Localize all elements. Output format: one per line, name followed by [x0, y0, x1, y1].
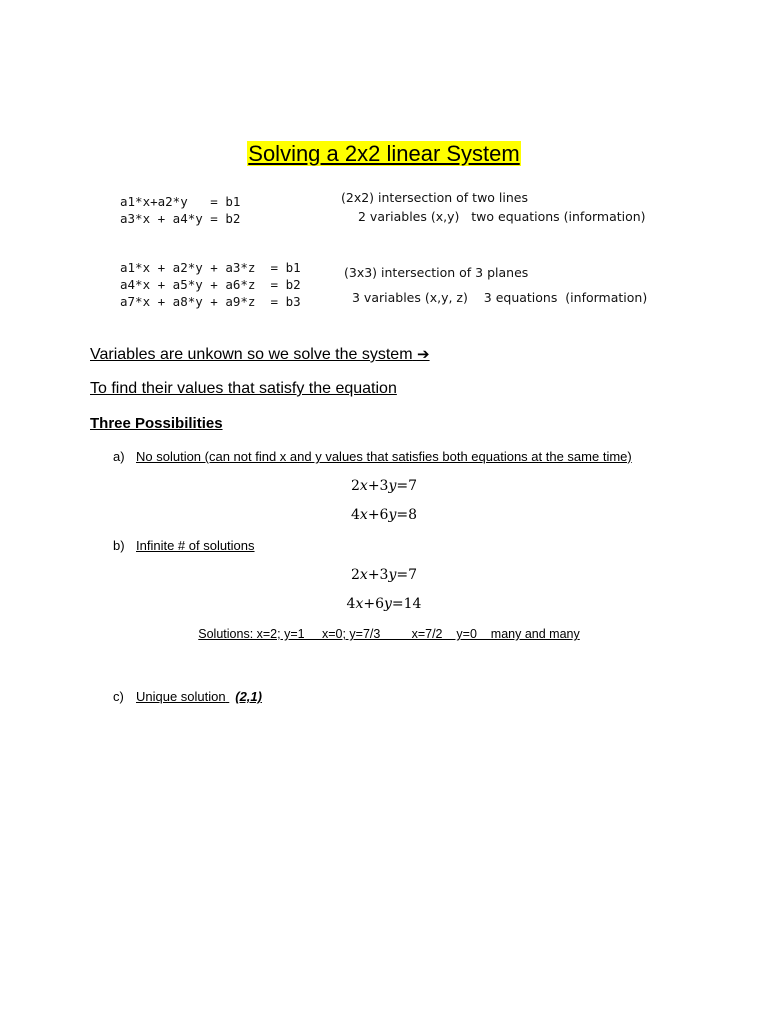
variable: x: [359, 567, 368, 583]
equation-line: a4*x + a5*y + a6*z = b2: [120, 277, 301, 292]
heading-text: Three Possibilities: [90, 415, 223, 432]
possibilities-heading: [90, 415, 223, 432]
operator-term: +6: [367, 507, 389, 523]
system-3x3-equations: [120, 259, 301, 310]
equation-line: a1*x + a2*y + a3*z = b1: [120, 260, 301, 275]
variable: x: [359, 507, 368, 523]
coefficient: 2: [350, 567, 360, 583]
right-hand-side: =7: [396, 478, 418, 494]
page-title-text: Solving a 2x2 linear System: [248, 141, 520, 166]
coefficient: 2: [350, 478, 360, 494]
equation-line: a1*x+a2*y = b1: [120, 194, 241, 209]
right-hand-side: =14: [391, 596, 422, 612]
variable: y: [388, 478, 397, 494]
operator-term: +3: [367, 478, 389, 494]
case-c-value: (2,1): [235, 689, 262, 704]
variable: x: [359, 478, 368, 494]
statement-text: To find their values that satisfy the equation: [90, 380, 397, 397]
right-hand-side: =8: [396, 507, 418, 523]
case-c-text: [136, 689, 262, 704]
description-line: 2 variables (x,y) two equations (information): [358, 209, 646, 224]
equation-line: a3*x + a4*y = b2: [120, 211, 241, 226]
coefficient: 4: [346, 596, 356, 612]
case-b-solutions: Solutions: x=2; y=1 x=0; y=7/3 x=7/2 y=0 many and many: [198, 627, 580, 641]
variable: y: [388, 567, 397, 583]
variable: y: [384, 596, 392, 612]
description-line: 3 variables (x,y, z) 3 equations (information): [352, 290, 648, 305]
system-2x2-description: [341, 188, 646, 226]
description-line: (2x2) intersection of two lines: [341, 190, 528, 205]
statement-solve-system: [90, 345, 430, 364]
operator-term: +3: [367, 567, 389, 583]
equation-line: a7*x + a8*y + a9*z = b3: [120, 294, 301, 309]
system-3x3-description: [344, 263, 647, 307]
right-hand-side: =7: [396, 567, 418, 583]
case-b-equation-2: [0, 596, 768, 612]
description-line: (3x3) intersection of 3 planes: [344, 265, 529, 280]
variable: y: [388, 507, 397, 523]
case-b-label: b): [113, 538, 125, 553]
coefficient: 4: [350, 507, 360, 523]
system-2x2-equations: [120, 193, 240, 227]
operator-term: +6: [363, 596, 384, 612]
case-b-text: Infinite # of solutions: [136, 538, 255, 553]
case-c-description: Unique solution: [136, 689, 226, 704]
case-a-label: a): [113, 449, 125, 464]
statement-find-values: [90, 380, 397, 398]
case-a-equation-2: [0, 507, 768, 523]
right-arrow-icon: ➔: [416, 345, 430, 363]
case-c-label: c): [113, 689, 124, 704]
case-a-equation-1: [0, 478, 768, 494]
case-a-text: No solution (can not find x and y values that satisfies both equations at the same time): [136, 449, 632, 464]
case-b-equation-1: [0, 567, 768, 583]
page-title: [0, 140, 768, 168]
variable: x: [355, 596, 364, 612]
statement-text: Variables are unkown so we solve the system: [90, 346, 413, 363]
